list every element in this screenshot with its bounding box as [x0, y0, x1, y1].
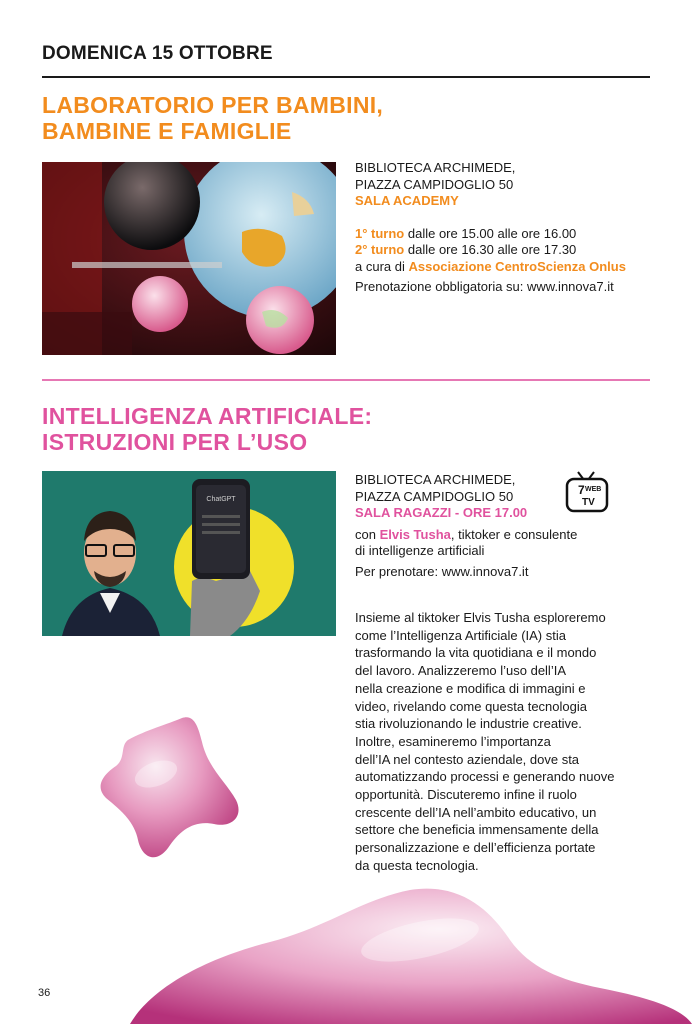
- description-line: settore che beneficia immensamente della: [355, 822, 599, 838]
- event2-title: [42, 403, 372, 455]
- event1-curated-by: Associazione CentroScienza Onlus: [408, 258, 626, 274]
- section-divider: [42, 379, 650, 381]
- event1-venue-line1: BIBLIOTECA ARCHIMEDE,: [355, 160, 516, 175]
- page-number: 36: [38, 987, 51, 999]
- event1-turn1-text: dalle ore 15.00 alle ore 16.00: [404, 225, 577, 241]
- description-line: automatizzando processi e generando nuove: [355, 769, 615, 785]
- event1-venue-line2: PIAZZA CAMPIDOGLIO 50: [355, 176, 514, 192]
- description-line: del lavoro. Analizzeremo l’uso dell’IA: [355, 663, 566, 679]
- event1-room: SALA ACADEMY: [355, 193, 459, 208]
- event1-title: [42, 92, 383, 144]
- event1-title-line2: BAMBINE E FAMIGLIE: [42, 118, 292, 144]
- description-line: trasformando la vita quotidiana e il mondo: [355, 645, 597, 661]
- header-divider: [42, 76, 650, 78]
- description-line: opportunità. Discuteremo infine il ruolo: [355, 787, 577, 803]
- decorative-blob-star: [98, 712, 244, 862]
- event2-room: SALA RAGAZZI - ORE 17.00: [355, 505, 528, 520]
- event1-curated: [355, 259, 626, 276]
- event1-turn1-label: 1° turno: [355, 225, 405, 241]
- decorative-blob-bottom: [120, 880, 692, 1024]
- description-line: video, rivelando come questa tecnologia: [355, 698, 587, 714]
- event2-photo: [42, 471, 336, 636]
- event2-venue-line1: BIBLIOTECA ARCHIMEDE,: [355, 472, 516, 487]
- event1-turn2-label: 2° turno: [355, 242, 405, 257]
- description-line: personalizzazione e dell’efficienza portate: [355, 840, 596, 856]
- description-line: Insieme al tiktoker Elvis Tusha esploreremo: [355, 610, 606, 625]
- event2-title-line2: ISTRUZIONI PER L’USO: [42, 429, 308, 455]
- event1-turn2: [355, 242, 626, 259]
- event1-title-line1: LABORATORIO PER BAMBINI,: [42, 92, 384, 118]
- event1-info: [355, 160, 626, 296]
- phone-screen-label: ChatGPT: [206, 496, 236, 503]
- description-line: stia rivoluzionando le industrie creative.: [355, 716, 582, 732]
- event2-title-line1: INTELLIGENZA ARTIFICIALE:: [42, 403, 373, 429]
- description-line: crescente dell’IA nell’ambito educativo, un: [355, 804, 597, 820]
- event2-speaker-line: [355, 527, 577, 544]
- event1-turn2-text: dalle ore 16.30 alle ore 17.30: [404, 242, 577, 257]
- description-line: dell’IA nel contesto aziendale, dove sta: [355, 751, 580, 767]
- event1-booking: Prenotazione obbligatoria su: www.innova7.it: [355, 279, 614, 294]
- logo-number: 7: [578, 483, 585, 497]
- event2-speaker-desc-1: , tiktoker e consulente: [450, 526, 578, 542]
- event2-info: [355, 472, 577, 580]
- event2-with-prefix: con: [355, 526, 380, 542]
- date-header: DOMENICA 15 OTTOBRE: [42, 43, 273, 64]
- event2-description: [355, 609, 655, 875]
- logo-tv: TV: [582, 497, 595, 508]
- event2-venue-line2: PIAZZA CAMPIDOGLIO 50: [355, 488, 514, 504]
- event1-photo: [42, 162, 336, 355]
- logo-web: WEB: [585, 486, 602, 493]
- event2-speaker-desc-2: di intelligenze artificiali: [355, 543, 485, 558]
- description-line: Inoltre, esamineremo l’importanza: [355, 733, 551, 749]
- description-line: da questa tecnologia.: [355, 857, 479, 873]
- event2-speaker: Elvis Tusha: [379, 526, 451, 542]
- description-line: nella creazione e modifica di immagini e: [355, 680, 586, 696]
- event1-curated-prefix: a cura di: [355, 258, 409, 274]
- event1-turn1: [355, 226, 626, 243]
- event2-booking: Per prenotare: www.innova7.it: [355, 563, 529, 579]
- description-line: come l’Intelligenza Artificiale (IA) stia: [355, 627, 566, 643]
